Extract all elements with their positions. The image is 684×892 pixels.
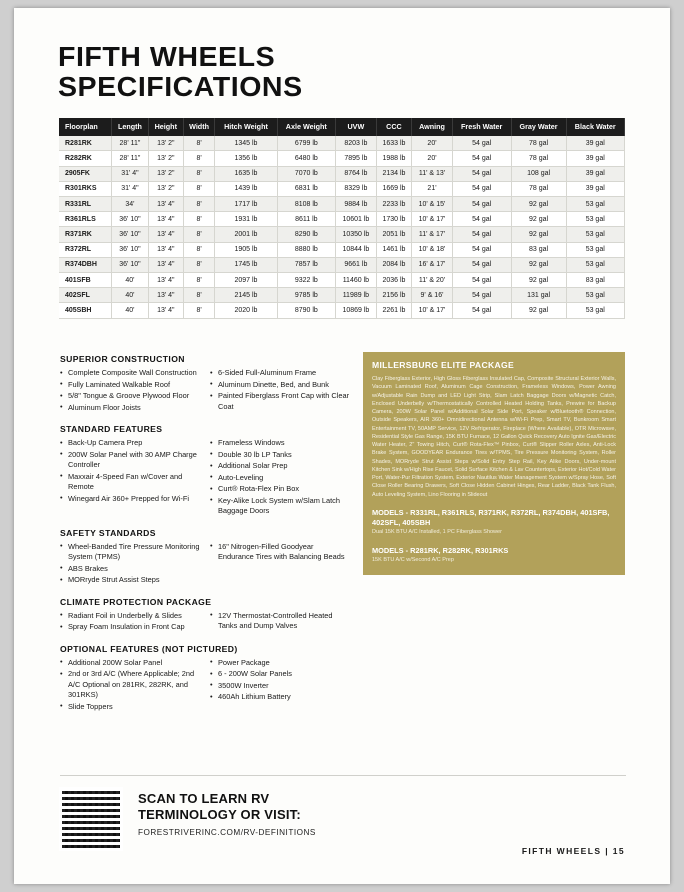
table-cell: 10' & 17': [412, 303, 453, 318]
scan-line-2: TERMINOLOGY OR VISIT:: [138, 806, 301, 822]
list-item: • Aluminum Dinette, Bed, and Bunk: [210, 380, 350, 391]
table-cell: 8764 lb: [336, 166, 377, 181]
table-cell: 39 gal: [566, 136, 625, 151]
table-cell: 6799 lb: [277, 136, 336, 151]
table-cell: 1730 lb: [376, 212, 412, 227]
feature-list: [210, 438, 350, 517]
table-cell: 8108 lb: [277, 197, 336, 212]
page-title-line-1: FIFTH WHEELS: [58, 41, 276, 72]
table-cell: 54 gal: [452, 272, 511, 287]
table-cell: 92 gal: [511, 227, 566, 242]
section-heading: CLIMATE PROTECTION PACKAGE: [60, 596, 212, 607]
feature-list: [60, 542, 200, 586]
list-item: • Auto-Leveling: [210, 473, 350, 484]
table-cell: 8': [183, 227, 215, 242]
list-item: • Painted Fiberglass Front Cap with Clear Coat: [210, 391, 350, 412]
table-cell: 8': [183, 272, 215, 287]
table-header-cell: Gray Water: [511, 118, 566, 136]
table-cell: 53 gal: [566, 242, 625, 257]
table-cell: 53 gal: [566, 288, 625, 303]
table-cell: 13' 4": [148, 212, 183, 227]
table-header-cell: Length: [112, 118, 149, 136]
table-cell: 11989 lb: [336, 288, 377, 303]
list-item: • 12V Thermostat-Controlled Heated Tanks and Dump Valves: [210, 611, 350, 632]
table-cell: R374DBH: [59, 257, 112, 272]
table-cell: 21': [412, 181, 453, 196]
feature-list: [210, 611, 350, 632]
package-models-1: MODELS - R331RL, R361RLS, R371RK, R372RL, R374DBH, 401SFB, 402SFL, 405SBH: [372, 507, 610, 527]
table-cell: 54 gal: [452, 197, 511, 212]
table-cell: 13' 4": [148, 272, 183, 287]
table-cell: 6831 lb: [277, 181, 336, 196]
list-item: • 3500W Inverter: [210, 681, 350, 692]
footer-divider: [60, 775, 626, 776]
list-item: • 6 - 200W Solar Panels: [210, 669, 350, 680]
table-cell: 31' 4": [112, 166, 149, 181]
feature-list: [210, 542, 350, 563]
table-cell: 9' & 16': [412, 288, 453, 303]
qr-code-icon[interactable]: [60, 788, 122, 850]
section-columns: [60, 368, 350, 414]
table-cell: 8': [183, 242, 215, 257]
table-header-row: [59, 118, 625, 136]
table-cell: 92 gal: [511, 272, 566, 287]
list-item: • Complete Composite Wall Construction: [60, 368, 200, 379]
section-heading: OPTIONAL FEATURES (NOT PICTURED): [60, 643, 238, 654]
scan-callout: [138, 791, 438, 837]
table-cell: 9785 lb: [277, 288, 336, 303]
table-cell: 9322 lb: [277, 272, 336, 287]
table-cell: 78 gal: [511, 136, 566, 151]
package-heading: MILLERSBURG ELITE PACKAGE: [372, 360, 514, 370]
table-cell: 36' 10": [112, 242, 149, 257]
table-cell: 54 gal: [452, 136, 511, 151]
list-item: • Radiant Foil in Underbelly & Slides: [60, 611, 200, 622]
table-row: [59, 303, 625, 318]
features-columns: [60, 354, 350, 713]
section-columns: [60, 438, 350, 518]
table-header-cell: Width: [183, 118, 215, 136]
table-cell: 1669 lb: [376, 181, 412, 196]
table-cell: 7857 lb: [277, 257, 336, 272]
section-heading: SUPERIOR CONSTRUCTION: [60, 354, 185, 364]
table-cell: 54 gal: [452, 303, 511, 318]
table-cell: 10350 lb: [336, 227, 377, 242]
table-cell: 39 gal: [566, 151, 625, 166]
table-cell: 1635 lb: [215, 166, 277, 181]
table-row: [59, 227, 625, 242]
table-cell: R371RK: [59, 227, 112, 242]
list-item: • 6-Sided Full-Aluminum Frame: [210, 368, 350, 379]
page-title-line-2: SPECIFICATIONS: [58, 71, 303, 103]
feature-list: [60, 611, 200, 633]
table-cell: 53 gal: [566, 212, 625, 227]
table-cell: 11460 lb: [336, 272, 377, 287]
table-cell: 92 gal: [511, 257, 566, 272]
table-cell: 20': [412, 151, 453, 166]
table-cell: 1439 lb: [215, 181, 277, 196]
table-cell: 54 gal: [452, 242, 511, 257]
table-row: [59, 288, 625, 303]
table-cell: 2134 lb: [376, 166, 412, 181]
table-cell: 1461 lb: [376, 242, 412, 257]
list-item: • Spray Foam Insulation in Front Cap: [60, 622, 200, 633]
table-cell: 54 gal: [452, 166, 511, 181]
table-cell: 54 gal: [452, 212, 511, 227]
section-column-left: [60, 368, 200, 414]
table-cell: 10844 lb: [336, 242, 377, 257]
list-item: • Back-Up Camera Prep: [60, 438, 200, 449]
footer-page-number: 15: [612, 846, 625, 856]
list-item: • ABS Brakes: [60, 564, 200, 575]
table-cell: 53 gal: [566, 197, 625, 212]
table-cell: 2145 lb: [215, 288, 277, 303]
table-cell: 78 gal: [511, 181, 566, 196]
table-cell: 54 gal: [452, 181, 511, 196]
millersburg-elite-package: [363, 352, 625, 575]
specifications-table: [59, 118, 625, 319]
table-cell: 8': [183, 303, 215, 318]
table-cell: 92 gal: [511, 212, 566, 227]
table-cell: 13' 2": [148, 151, 183, 166]
table-header-cell: CCC: [376, 118, 412, 136]
table-cell: 8611 lb: [277, 212, 336, 227]
table-cell: 2097 lb: [215, 272, 277, 287]
footer-separator: |: [605, 846, 609, 856]
table-cell: 13' 4": [148, 257, 183, 272]
list-item: • MORryde Strut Assist Steps: [60, 575, 200, 586]
table-cell: 7895 lb: [336, 151, 377, 166]
page-footer: [522, 846, 625, 856]
table-cell: 34': [112, 197, 149, 212]
section-heading: SAFETY STANDARDS: [60, 527, 156, 538]
table-cell: 13' 4": [148, 288, 183, 303]
page-title: [58, 42, 478, 102]
table-header-cell: Awning: [412, 118, 453, 136]
feature-list: [60, 368, 200, 413]
table-cell: 92 gal: [511, 197, 566, 212]
section-column-right: [210, 438, 350, 518]
table-cell: 11' & 20': [412, 272, 453, 287]
table-cell: 1745 lb: [215, 257, 277, 272]
table-cell: 8': [183, 257, 215, 272]
table-cell: 10' & 17': [412, 212, 453, 227]
list-item: • Slide Toppers: [60, 702, 200, 713]
list-item: • Frameless Windows: [210, 438, 350, 449]
section-column-right: [210, 658, 350, 714]
table-cell: 78 gal: [511, 151, 566, 166]
package-models-group-2: [372, 546, 616, 565]
section-columns: [60, 542, 350, 587]
table-row: [59, 197, 625, 212]
scan-line-1: SCAN TO LEARN RV: [138, 791, 270, 806]
table-cell: 83 gal: [566, 272, 625, 287]
list-item: • Additional Solar Prep: [210, 461, 350, 472]
table-cell: 28' 11": [112, 136, 149, 151]
list-item: • 16" Nitrogen-Filled Goodyear Endurance Tires with Balancing Beads: [210, 542, 350, 563]
table-cell: 8790 lb: [277, 303, 336, 318]
table-cell: 13' 4": [148, 227, 183, 242]
table-cell: 16' & 17': [412, 257, 453, 272]
table-cell: R301RKS: [59, 181, 112, 196]
table-cell: 8329 lb: [336, 181, 377, 196]
table-cell: 8': [183, 212, 215, 227]
table-cell: 8': [183, 166, 215, 181]
table-cell: 28' 11": [112, 151, 149, 166]
list-item: • 460Ah Lithium Battery: [210, 692, 350, 703]
table-cell: 8': [183, 181, 215, 196]
section-column-left: [60, 611, 200, 634]
table-header-cell: Black Water: [566, 118, 625, 136]
table-cell: 8': [183, 151, 215, 166]
table-cell: 13' 2": [148, 166, 183, 181]
list-item: • 5/8" Tongue & Groove Plywood Floor: [60, 391, 200, 402]
table-cell: 2156 lb: [376, 288, 412, 303]
list-item: • 2nd or 3rd A/C (Where Applicable; 2nd A/C Optional on 281RK, 282RK, and 301RKS): [60, 669, 200, 701]
section-columns: [60, 611, 350, 634]
table-cell: 53 gal: [566, 227, 625, 242]
table-cell: 10601 lb: [336, 212, 377, 227]
feature-list: [210, 658, 350, 703]
table-cell: 402SFL: [59, 288, 112, 303]
section-column-left: [60, 658, 200, 714]
table-cell: 7070 lb: [277, 166, 336, 181]
table-cell: 31' 4": [112, 181, 149, 196]
table-cell: 92 gal: [511, 303, 566, 318]
list-item: • Winegard Air 360+ Prepped for Wi-Fi: [60, 494, 200, 505]
table-cell: 53 gal: [566, 257, 625, 272]
package-models-2: MODELS - R281RK, R282RK, R301RKS: [372, 545, 509, 555]
table-header-cell: Fresh Water: [452, 118, 511, 136]
table-cell: 2261 lb: [376, 303, 412, 318]
table-cell: R282RK: [59, 151, 112, 166]
list-item: • Double 30 lb LP Tanks: [210, 450, 350, 461]
table-body: [59, 136, 625, 318]
table-row: [59, 212, 625, 227]
table-row: [59, 272, 625, 287]
table-cell: 8290 lb: [277, 227, 336, 242]
table-cell: 2051 lb: [376, 227, 412, 242]
table-cell: 10869 lb: [336, 303, 377, 318]
feature-list: [60, 658, 200, 713]
table-row: [59, 181, 625, 196]
table-cell: 83 gal: [511, 242, 566, 257]
table-cell: 20': [412, 136, 453, 151]
table-cell: 54 gal: [452, 227, 511, 242]
table-header-cell: Hitch Weight: [215, 118, 277, 136]
table-cell: 8': [183, 197, 215, 212]
table-cell: 40': [112, 272, 149, 287]
table-header: [59, 118, 625, 136]
table-header-cell: Floorplan: [59, 118, 112, 136]
table-cell: 2036 lb: [376, 272, 412, 287]
table-cell: R372RL: [59, 242, 112, 257]
table-cell: 10' & 15': [412, 197, 453, 212]
table-cell: 13' 4": [148, 197, 183, 212]
list-item: • Key-Alike Lock System w/Slam Latch Baggage Doors: [210, 496, 350, 517]
table-cell: 13' 4": [148, 242, 183, 257]
table-cell: 1905 lb: [215, 242, 277, 257]
table-row: [59, 151, 625, 166]
list-item: • Wheel-Banded Tire Pressure Monitoring System (TPMS): [60, 542, 200, 563]
section-column-right: [210, 542, 350, 587]
package-body-text: Clay Fiberglass Exterior, High Gloss Fiberglass Insulated Cap, Composite Structural Exterior Walls, Vacuum Laminated Roof, Aluminum Cage Construction, Frameless Windows, Power Awning w/Adjustable Rain Dump and LED Light Strip, Slam Latch Baggage Doors w/Magnetic Catch, Enclosed Underbelly w/Thermostatically Controlled Heated Holding Tanks, Prewire for Backup Camera, 200W Solar Panel w/Additional Solar Side Port, Speaker w/Bluetooth® Connection, Outside Speakers, AIR 360+ Omnidirectional Antenna w/Wi-Fi Prep, Smart TV, Bunkroom Smart Entertainment TV, 50AMP Service, 12V Refrigerator, Fireplace (Where Available), OTR Microwave, Residential Style Gas Range, 15K BTU Furnace, 12 Gallon Quick Recovery Auto Ignite Gas/Electric Water Heater, 2" Towing Hitch, Curt® Rota-Flex™ Pinbox, Curt® Slipper Roller Axles, Anti-Lock Brake System, GOODYEAR Endurance Tires w/TPMS, Tire Pressure Monitoring System, Roller Shades, MORryde Strut Assist Steps w/Solid Entry Step Rail, Key Alike Doors, Under-mount Kitchen Sink w/High Rise Faucet, Solid Surface Kitchen & Lav Countertops, Exterior Hot/Cold Water Port, Water-Pur Filtration System, Exterior Nautilus Water Management System w/Spray Hose, Soft Close Roller Bearing Drawers, Soft Close Hidden Cabinet Hinges, Rear Ladder, Black Tank Flush, Auto Leveling System, Lino Flooring in Slideout: [372, 376, 616, 498]
list-item: • Aluminum Floor Joists: [60, 403, 200, 414]
table-cell: 1345 lb: [215, 136, 277, 151]
table-cell: R281RK: [59, 136, 112, 151]
table-row: [59, 242, 625, 257]
table-cell: 13' 2": [148, 181, 183, 196]
table-cell: 39 gal: [566, 181, 625, 196]
table-cell: 108 gal: [511, 166, 566, 181]
table-cell: 53 gal: [566, 303, 625, 318]
table-cell: 36' 10": [112, 212, 149, 227]
table-cell: 2905FK: [59, 166, 112, 181]
table-cell: 36' 10": [112, 227, 149, 242]
table-cell: 36' 10": [112, 257, 149, 272]
page-canvas: [14, 8, 670, 884]
footer-label: FIFTH WHEELS: [521, 846, 602, 856]
feature-list: [60, 438, 200, 504]
section-column-left: [60, 438, 200, 518]
table-cell: 54 gal: [452, 257, 511, 272]
table-cell: 39 gal: [566, 166, 625, 181]
table-row: [59, 136, 625, 151]
package-models-2-note: 15K BTU A/C w/Second A/C Prep: [372, 556, 454, 563]
section-heading: STANDARD FEATURES: [60, 424, 163, 435]
table-header-cell: Axle Weight: [277, 118, 336, 136]
feature-list: [210, 368, 350, 412]
section-column-left: [60, 542, 200, 587]
table-cell: 13' 4": [148, 303, 183, 318]
table-row: [59, 257, 625, 272]
section-column-right: [210, 611, 350, 634]
table-header-cell: UVW: [336, 118, 377, 136]
table-cell: 8203 lb: [336, 136, 377, 151]
list-item: • Curt® Rota-Flex Pin Box: [210, 484, 350, 495]
table-cell: 401SFB: [59, 272, 112, 287]
list-item: • 200W Solar Panel with 30 AMP Charge Controller: [60, 450, 200, 471]
table-cell: 54 gal: [452, 151, 511, 166]
scan-url[interactable]: FORESTRIVERINC.COM/RV-DEFINITIONS: [138, 828, 316, 838]
table-cell: 11' & 17': [412, 227, 453, 242]
table-cell: 2233 lb: [376, 197, 412, 212]
table-cell: 8': [183, 136, 215, 151]
table-cell: 40': [112, 303, 149, 318]
table-cell: 2001 lb: [215, 227, 277, 242]
table-cell: 8': [183, 288, 215, 303]
table-cell: 2020 lb: [215, 303, 277, 318]
table-cell: 1931 lb: [215, 212, 277, 227]
table-cell: 1717 lb: [215, 197, 277, 212]
list-item: • Additional 200W Solar Panel: [60, 658, 200, 669]
table-row: [59, 166, 625, 181]
table-cell: 6480 lb: [277, 151, 336, 166]
table-cell: 2084 lb: [376, 257, 412, 272]
table-cell: 405SBH: [59, 303, 112, 318]
list-item: • Maxxair 4-Speed Fan w/Cover and Remote: [60, 472, 200, 493]
table-cell: R331RL: [59, 197, 112, 212]
table-cell: 8880 lb: [277, 242, 336, 257]
table-cell: 54 gal: [452, 288, 511, 303]
table-cell: 1356 lb: [215, 151, 277, 166]
list-item: • Power Package: [210, 658, 350, 669]
package-models-group-1: [372, 508, 616, 537]
table-cell: 1633 lb: [376, 136, 412, 151]
section-column-right: [210, 368, 350, 414]
table-header-cell: Height: [148, 118, 183, 136]
table-cell: 131 gal: [511, 288, 566, 303]
table-cell: 11' & 13': [412, 166, 453, 181]
table-cell: 9884 lb: [336, 197, 377, 212]
table-cell: 10' & 18': [412, 242, 453, 257]
section-columns: [60, 658, 350, 714]
table-cell: R361RLS: [59, 212, 112, 227]
list-item: • Fully Laminated Walkable Roof: [60, 380, 200, 391]
package-models-1-note: Dual 15K BTU A/C Installed, 1 PC Fiberglass Shower: [372, 528, 502, 535]
table-cell: 13' 2": [148, 136, 183, 151]
table-cell: 1988 lb: [376, 151, 412, 166]
table-cell: 9661 lb: [336, 257, 377, 272]
table-cell: 40': [112, 288, 149, 303]
